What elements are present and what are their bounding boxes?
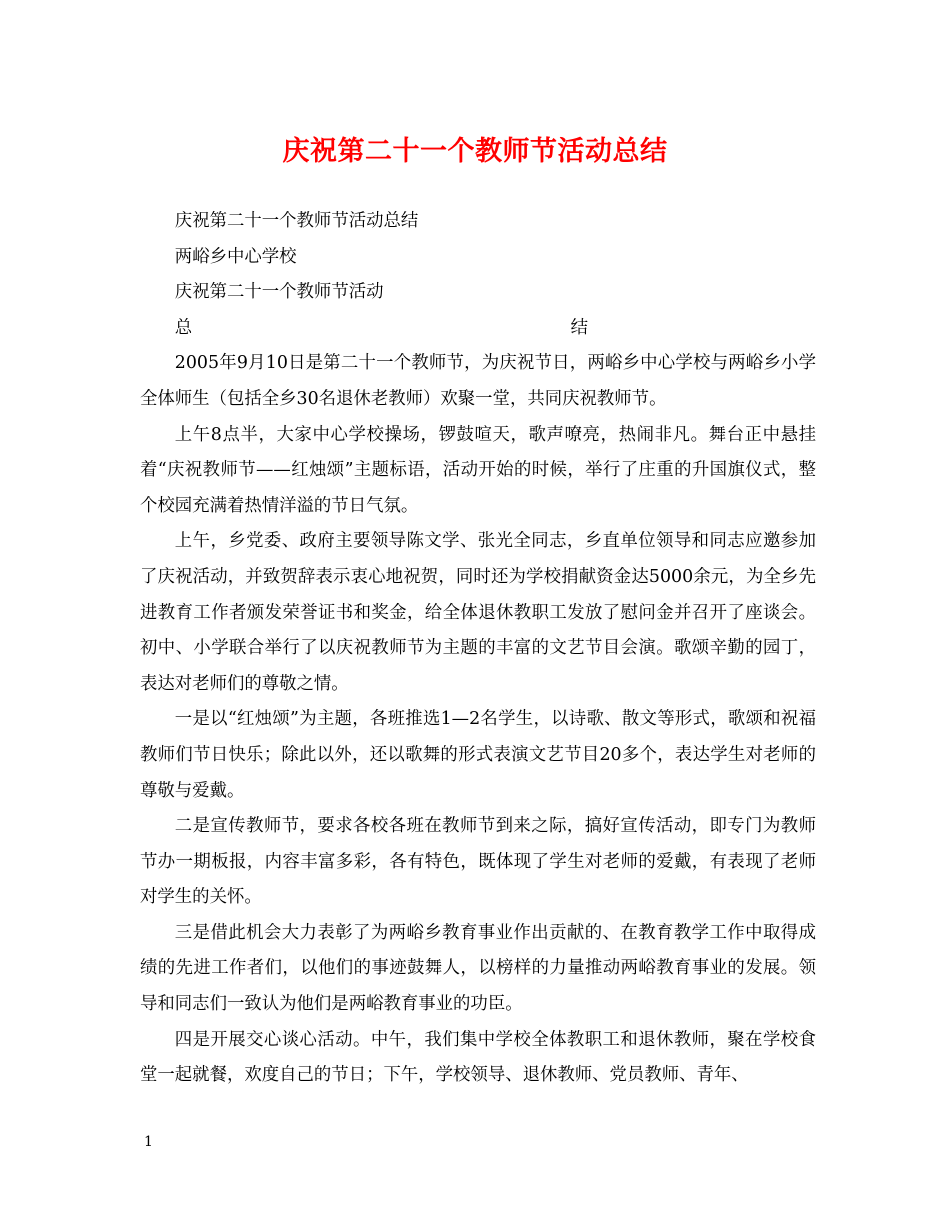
paragraph-second: 二是宣传教师节，要求各校各班在教师节到来之际，搞好宣传活动，即专门为教师节办一期板报，内容丰富多彩，各有特色，既体现了学生对老师的爱戴，有表现了老师对学生的关怀。 — [140, 816, 816, 908]
paragraph-first: 一是以“红烛颂”为主题，各班推选1—2名学生，以诗歌、散文等形式，歌颂和祝福教师们节日快乐；除此以外，还以歌舞的形式表演文艺节目20多个，表达学生对老师的尊敬与爱戴。 — [140, 709, 816, 801]
split-left-char: 总 — [174, 317, 193, 338]
paragraph-third: 三是借此机会大力表彰了为两峪乡教育事业作出贡献的、在教育教学工作中取得成绩的先进工作者们，以他们的事迹鼓舞人，以榜样的力量推动两峪教育事业的发展。领导和同志们一致认为他们是两峪教育事业的功臣。 — [140, 922, 816, 1015]
document-body — [140, 204, 816, 1094]
document-title: 庆祝第二十一个教师节活动总结 — [282, 136, 668, 167]
paragraph-leaders: 上午，乡党委、政府主要领导陈文学、张光全同志，乡直单位领导和同志应邀参加了庆祝活动，并致贺辞表示衷心地祝贺，同时还为学校捐献资金达5000余元，为全乡先进教育工作者颁发荣誉证书和奖金，给全体退休教职工发放了慰问金并召开了座谈会。初中、小学联合举行了以庆祝教师节为主题的丰富的文艺节目会演。歌颂辛勤的园丁，表达对老师们的尊敬之情。 — [140, 531, 816, 694]
school-line: 两峪乡中心学校 — [174, 246, 297, 267]
paragraph-date: 2005年9月10日是第二十一个教师节，为庆祝节日，两峪乡中心学校与两峪乡小学全体师生（包括全乡30名退休老教师）欢聚一堂，共同庆祝教师节。 — [140, 353, 816, 409]
heading-line: 庆祝第二十一个教师节活动总结 — [174, 211, 419, 231]
split-right-char: 结 — [570, 317, 588, 338]
page-number: 1 — [144, 1134, 153, 1150]
split-summary-line — [140, 311, 816, 347]
paragraph-morning: 上午8点半，大家中心学校操场，锣鼓喧天，歌声嘹亮，热闹非凡。舞台正中悬挂着“庆祝教师节——红烛颂”主题标语，活动开始的时候，举行了庄重的升国旗仪式，整个校园充满着热情洋溢的节日气氛。 — [140, 424, 816, 516]
subheading-line: 庆祝第二十一个教师节活动 — [174, 282, 384, 303]
paragraph-fourth: 四是开展交心谈心活动。中午，我们集中学校全体教职工和退休教师，聚在学校食堂一起就餐，欢度自己的节日；下午，学校领导、退休教师、党员教师、青年、 — [140, 1029, 816, 1086]
